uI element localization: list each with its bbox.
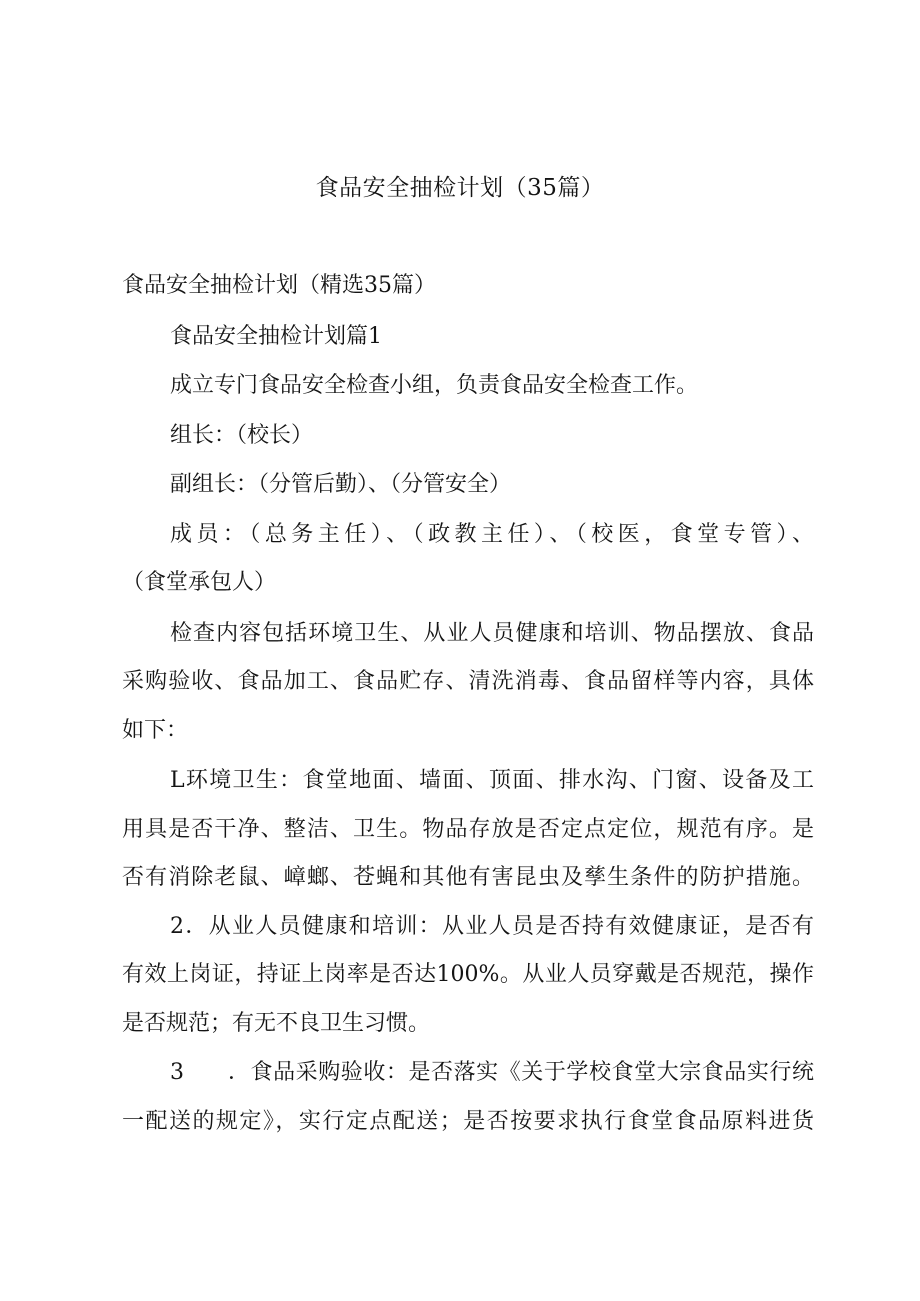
paragraph-content-line-3: 如下： xyxy=(122,718,189,743)
paragraph-item1-line-2: 用具是否干净、整洁、卫生。物品存放是否定点定位，规范有序。是 xyxy=(122,817,814,842)
paragraph-members-line-1: 成员：（总务主任）、（政教主任）、（校医，食堂专管）、 xyxy=(170,522,814,547)
paragraph-members-line-2: （食堂承包人） xyxy=(122,570,277,595)
paragraph-leader: 组长：（校长） xyxy=(170,423,314,448)
section-heading: 食品安全抽检计划篇1 xyxy=(170,324,382,349)
paragraph-item2-line-1: 2．从业人员健康和培训：从业人员是否持有效健康证，是否有 xyxy=(170,914,814,939)
paragraph-item2-line-3: 是否规范；有无不良卫生习惯。 xyxy=(122,1011,431,1036)
paragraph-content-line-1: 检查内容包括环境卫生、从业人员健康和培训、物品摆放、食品 xyxy=(170,621,814,646)
paragraph-item3-number: 3 xyxy=(170,1060,184,1085)
paragraph-item3-line-1: ．食品采购验收：是否落实《关于学校食堂大宗食品实行统 xyxy=(228,1060,814,1085)
document-subtitle: 食品安全抽检计划（精选35篇） xyxy=(122,273,436,298)
paragraph-deputy-leader: 副组长：（分管后勤）、（分管安全） xyxy=(170,472,512,497)
paragraph-content-line-2: 采购验收、食品加工、食品贮存、清洗消毒、食品留样等内容，具体 xyxy=(122,669,814,694)
paragraph-item1-line-3: 否有消除老鼠、嶂螂、苍蝇和其他有害昆虫及孳生条件的防护措施。 xyxy=(122,865,814,890)
paragraph-item3-line-2: 一配送的规定》，实行定点配送；是否按要求执行食堂食品原料进货 xyxy=(122,1109,814,1134)
paragraph-intro: 成立专门食品安全检查小组，负责食品安全检查工作。 xyxy=(170,373,699,398)
paragraph-item1-line-1: L环境卫生：食堂地面、墙面、顶面、排水沟、门窗、设备及工 xyxy=(170,768,814,793)
document-title: 食品安全抽检计划（35篇） xyxy=(315,175,605,201)
paragraph-item2-line-2: 有效上岗证，持证上岗率是否达100%。从业人员穿戴是否规范，操作 xyxy=(122,962,814,987)
